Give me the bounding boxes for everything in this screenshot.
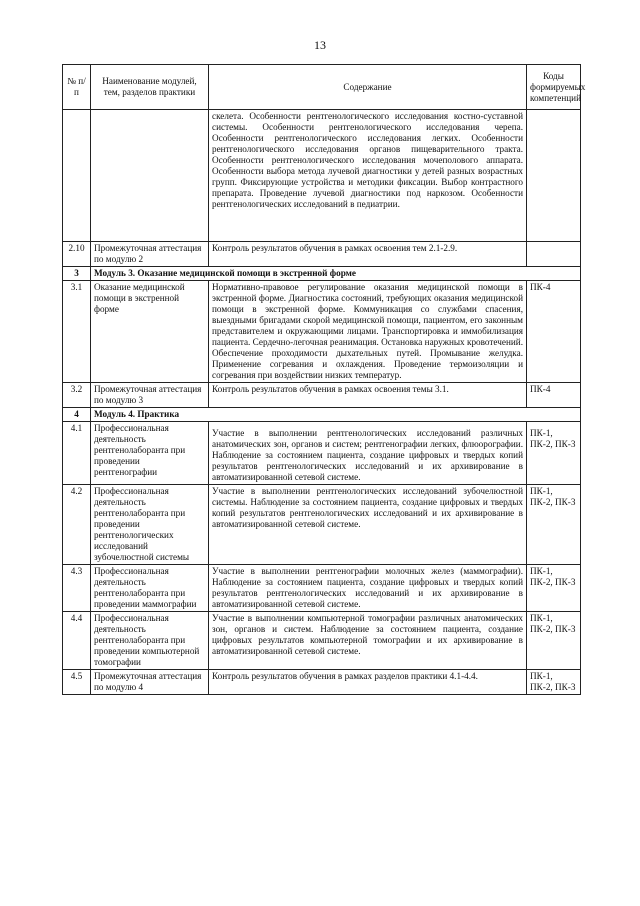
row-content: Участие в выполнении рентгенологических исследований различных анатомических зон, органов и систем; рентгенографии легких, флюорографии. Наблюдение за состоянием пациента, создание цифровых и твердых копий результатов рентгенологических исследований и их архивирование в автоматизированной сетевой системе. — [209, 422, 527, 485]
row-num: 4.1 — [63, 422, 91, 485]
row-content: Нормативно-правовое регулирование оказания медицинской помощи в экстренной форме. Диагностика состояний, требующих оказания медицинской помощи в экстренной форме. Коммуникация со службами спасения, выездными бригадами скорой медицинской помощи, пациентом, его законным представителем и окружающими лицами. Транспортировка и иммобилизация пациента. Сердечно-легочная реанимация. Остановка наружных кровотечений. Обеспечение проходимости дыхательных путей. Промывание желудка. Применение согревания и охлаждения. Проведение термоизоляции и согревания при воздействии низких температур. — [209, 281, 527, 383]
row-codes: ПК-1, ПК-2, ПК-3 — [527, 485, 581, 565]
row-num: 4.3 — [63, 565, 91, 612]
table-row — [63, 422, 581, 485]
row-num — [63, 110, 91, 242]
row-codes: ПК-4 — [527, 281, 581, 383]
module-num: 4 — [63, 408, 91, 422]
header-codes: Коды формируемых компетенций — [527, 65, 581, 110]
row-name: Профессиональная деятельность рентгенолаборанта при проведении рентгенологических исследований зубочелюстной системы — [91, 485, 209, 565]
module-3-row — [63, 267, 581, 281]
table-row — [63, 612, 581, 670]
module-title: Модуль 3. Оказание медицинской помощи в экстренной форме — [91, 267, 581, 281]
row-codes — [527, 110, 581, 242]
row-name: Профессиональная деятельность рентгенолаборанта при проведении маммографии — [91, 565, 209, 612]
row-content: Участие в выполнении рентгенологических исследований зубочелюстной системы. Наблюдение за состоянием пациента, создание цифровых и твердых копий результатов рентгенологических исследований и их архивирование в автоматизированной сетевой системе. — [209, 485, 527, 565]
table-row — [63, 670, 581, 695]
table-header-row — [63, 65, 581, 110]
module-title: Модуль 4. Практика — [91, 408, 581, 422]
row-num: 2.10 — [63, 242, 91, 267]
table-row — [63, 281, 581, 383]
header-name: Наименование модулей, тем, разделов практики — [91, 65, 209, 110]
row-num: 3.1 — [63, 281, 91, 383]
row-codes — [527, 242, 581, 267]
header-content: Содержание — [209, 65, 527, 110]
row-content: Контроль результатов обучения в рамках освоения тем 2.1-2.9. — [209, 242, 527, 267]
row-content: Контроль результатов обучения в рамках освоения темы 3.1. — [209, 383, 527, 408]
table-row — [63, 110, 581, 242]
row-name: Профессиональная деятельность рентгенолаборанта при проведении компьютерной томографии — [91, 612, 209, 670]
row-name: Оказание медицинской помощи в экстренной форме — [91, 281, 209, 383]
page-number: 13 — [314, 38, 326, 52]
header-num: № п/п — [63, 65, 91, 110]
row-name: Промежуточная аттестация по модулю 3 — [91, 383, 209, 408]
row-name — [91, 110, 209, 242]
row-num: 4.4 — [63, 612, 91, 670]
table-row — [63, 485, 581, 565]
row-name: Промежуточная аттестация по модулю 4 — [91, 670, 209, 695]
row-content: Участие в выполнении рентгенографии молочных желез (маммографии). Наблюдение за состоянием пациента, создание цифровых и твердых копий результатов рентгенологических исследований и их архивирование в автоматизированной сетевой системе. — [209, 565, 527, 612]
row-num: 4.2 — [63, 485, 91, 565]
row-name: Промежуточная аттестация по модулю 2 — [91, 242, 209, 267]
row-codes: ПК-1, ПК-2, ПК-3 — [527, 612, 581, 670]
row-content: скелета. Особенности рентгенологического исследования костно-суставной системы. Особенности рентгенологического исследования черепа. Особенности рентгенологического исследования легких. Особенности рентгенологического исследования органов пищеварительного тракта. Особенности рентгенологического исследования мочеполового аппарата. Особенности выбора метода лучевой диагностики у детей разных возрастных групп. Фиксирующие устройства и методики фиксации. Выбор контрастного препарата. Проведение лучевой диагностики под наркозом. Особенности рентгенологических исследований в педиатрии. — [209, 110, 527, 242]
table-row — [63, 242, 581, 267]
row-codes: ПК-1, ПК-2, ПК-3 — [527, 565, 581, 612]
module-num: 3 — [63, 267, 91, 281]
row-codes: ПК-4 — [527, 383, 581, 408]
module-4-row — [63, 408, 581, 422]
row-content: Участие в выполнении компьютерной томографии различных анатомических зон, органов и систем. Наблюдение за состоянием пациента, создание цифровых результатов компьютерной томографии и их архивирование в автоматизированной сетевой системе. — [209, 612, 527, 670]
program-table — [62, 64, 586, 695]
row-codes: ПК-1, ПК-2, ПК-3 — [527, 422, 581, 485]
row-name: Профессиональная деятельность рентгенолаборанта при проведении рентгенографии — [91, 422, 209, 485]
row-content: Контроль результатов обучения в рамках разделов практики 4.1-4.4. — [209, 670, 527, 695]
row-codes: ПК-1, ПК-2, ПК-3 — [527, 670, 581, 695]
table-row — [63, 383, 581, 408]
row-num: 3.2 — [63, 383, 91, 408]
row-num: 4.5 — [63, 670, 91, 695]
table-row — [63, 565, 581, 612]
